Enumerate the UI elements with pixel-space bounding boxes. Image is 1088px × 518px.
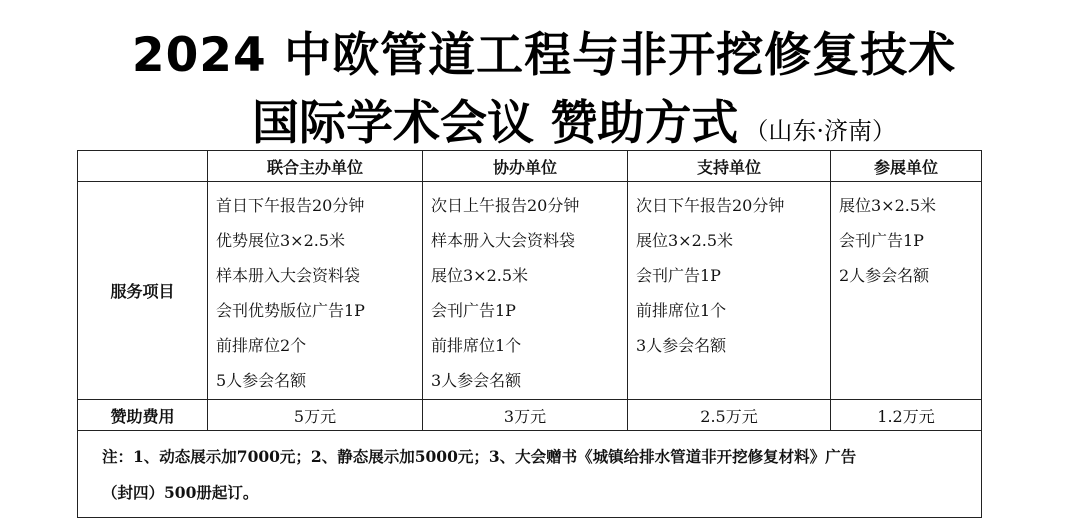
service-item: 优势展位3×2.5米 [216, 231, 346, 250]
service-item: 展位3×2.5米 [431, 266, 529, 285]
service-item: 展位3×2.5米 [636, 231, 734, 250]
column-header: 支持单位 [628, 151, 831, 182]
service-cell [423, 182, 628, 400]
service-item: 会刊广告1P [431, 301, 516, 320]
fee-row [78, 400, 982, 431]
service-item: 样本册入大会资料袋 [431, 231, 576, 250]
service-cell [208, 182, 423, 400]
note-line: （封四）500册起订。 [102, 483, 259, 502]
service-item: 前排席位1个 [431, 336, 522, 355]
service-item: 前排席位1个 [636, 301, 727, 320]
service-row [78, 182, 982, 400]
sponsorship-table [77, 150, 982, 518]
column-header: 协办单位 [423, 151, 628, 182]
fee-cell: 1.2万元 [831, 400, 982, 431]
service-item: 会刊优势版位广告1P [216, 301, 365, 320]
fee-cell: 3万元 [423, 400, 628, 431]
service-item: 前排席位2个 [216, 336, 307, 355]
page-subtitle [0, 86, 1088, 153]
row-label-service: 服务项目 [78, 182, 208, 400]
column-header: 参展单位 [831, 151, 982, 182]
header-row [78, 151, 982, 182]
service-item: 5人参会名额 [216, 371, 307, 390]
fee-cell: 2.5万元 [628, 400, 831, 431]
corner-cell [78, 151, 208, 182]
service-cell [831, 182, 982, 400]
note-line: 注：1、动态展示加7000元；2、静态展示加5000元；3、大会赠书《城镇给排水管道非开挖修复材料》广告 [102, 447, 857, 466]
column-header: 联合主办单位 [208, 151, 423, 182]
fee-cell: 5万元 [208, 400, 423, 431]
service-item: 展位3×2.5米 [839, 196, 937, 215]
note-cell [78, 431, 982, 518]
service-item: 样本册入大会资料袋 [216, 266, 361, 285]
service-item: 3人参会名额 [636, 336, 727, 355]
service-cell [628, 182, 831, 400]
row-label-fee: 赞助费用 [78, 400, 208, 431]
service-item: 会刊广告1P [839, 231, 924, 250]
service-item: 次日上午报告20分钟 [431, 196, 580, 215]
service-item: 3人参会名额 [431, 371, 522, 390]
subtitle-text: 国际学术会议 赞助方式 [251, 96, 739, 151]
service-item: 2人参会名额 [839, 266, 930, 285]
note-row [78, 431, 982, 518]
page-title: 2024 中欧管道工程与非开挖修复技术 [131, 28, 957, 83]
service-item: 次日下午报告20分钟 [636, 196, 785, 215]
service-item: 首日下午报告20分钟 [216, 196, 365, 215]
location-label: （山东·济南） [744, 117, 896, 145]
service-item: 会刊广告1P [636, 266, 721, 285]
